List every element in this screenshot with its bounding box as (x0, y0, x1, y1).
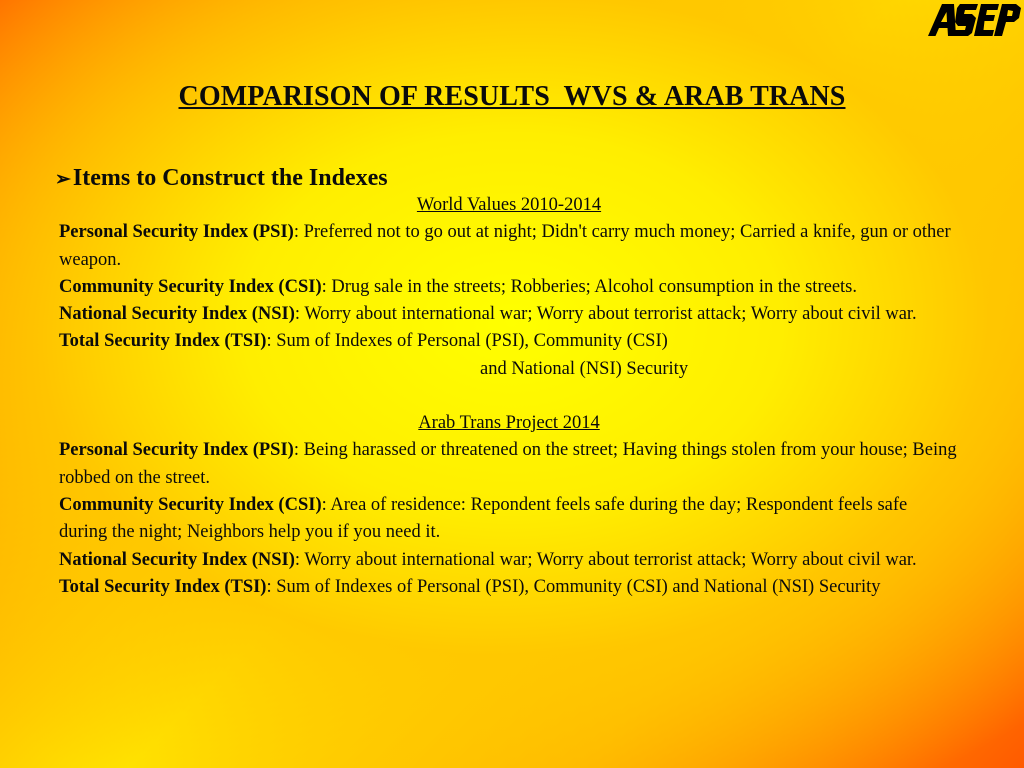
index-name: Total Security Index (TSI) (59, 331, 267, 352)
wvs-label: World Values 2010-2014 (416, 195, 602, 215)
arab-label: Arab Trans Project 2014 (418, 413, 600, 434)
wvs-tsi-continuation: and National (NSI) Security (480, 358, 689, 379)
index-name: Community Security Index (CSI) (59, 494, 322, 515)
section-heading (55, 163, 955, 195)
index-name: Personal Security Index (PSI) (59, 222, 294, 243)
index-desc: : Worry about international war; Worry about terrorist attack; Worry about civil war. (294, 549, 917, 570)
index-name: Personal Security Index (PSI) (59, 440, 294, 461)
index-name: Community Security Index (CSI) (59, 276, 322, 297)
index-name: Total Security Index (TSI) (59, 576, 267, 597)
arab-nsi (59, 547, 959, 574)
section-heading-text: Items to Construct the Indexes (72, 165, 388, 191)
index-desc: : Sum of Indexes of Personal (PSI), Community (CSI) (266, 331, 668, 352)
wvs-psi (59, 219, 959, 274)
arab-psi (59, 437, 959, 492)
arab-csi (59, 492, 959, 547)
content-body (55, 163, 959, 601)
page-title: COMPARISON OF RESULTS WVS & ARAB TRANS (178, 81, 846, 112)
index-desc: : Being harassed or threatened on the street; Having things stolen from your house; Being robbed on the street. (59, 440, 957, 488)
wvs-nsi (59, 301, 959, 328)
arab-tsi (59, 574, 959, 601)
index-desc: : Area of residence: Repondent feels safe during the day; Respondent feels safe during the night; Neighbors help you if you need it. (59, 494, 908, 543)
index-desc: : Sum of Indexes of Personal (PSI), Community (CSI) and National (NSI) Security (266, 576, 881, 597)
wvs-tsi (59, 328, 959, 355)
index-desc: : Preferred not to go out at night; Didn't carry much money; Carried a knife, gun or other weapon. (59, 222, 951, 270)
index-name: National Security Index (NSI) (59, 549, 295, 570)
index-desc: : Drug sale in the streets; Robberies; Alcohol consumption in the streets. (321, 276, 857, 297)
index-desc: : Worry about international war; Worry about terrorist attack; Worry about civil war. (294, 304, 917, 325)
wvs-csi (59, 274, 959, 301)
index-name: National Security Index (NSI) (59, 304, 295, 325)
asep-logo (926, 0, 1022, 40)
arrow-bullet-icon: ➢ (55, 169, 71, 190)
